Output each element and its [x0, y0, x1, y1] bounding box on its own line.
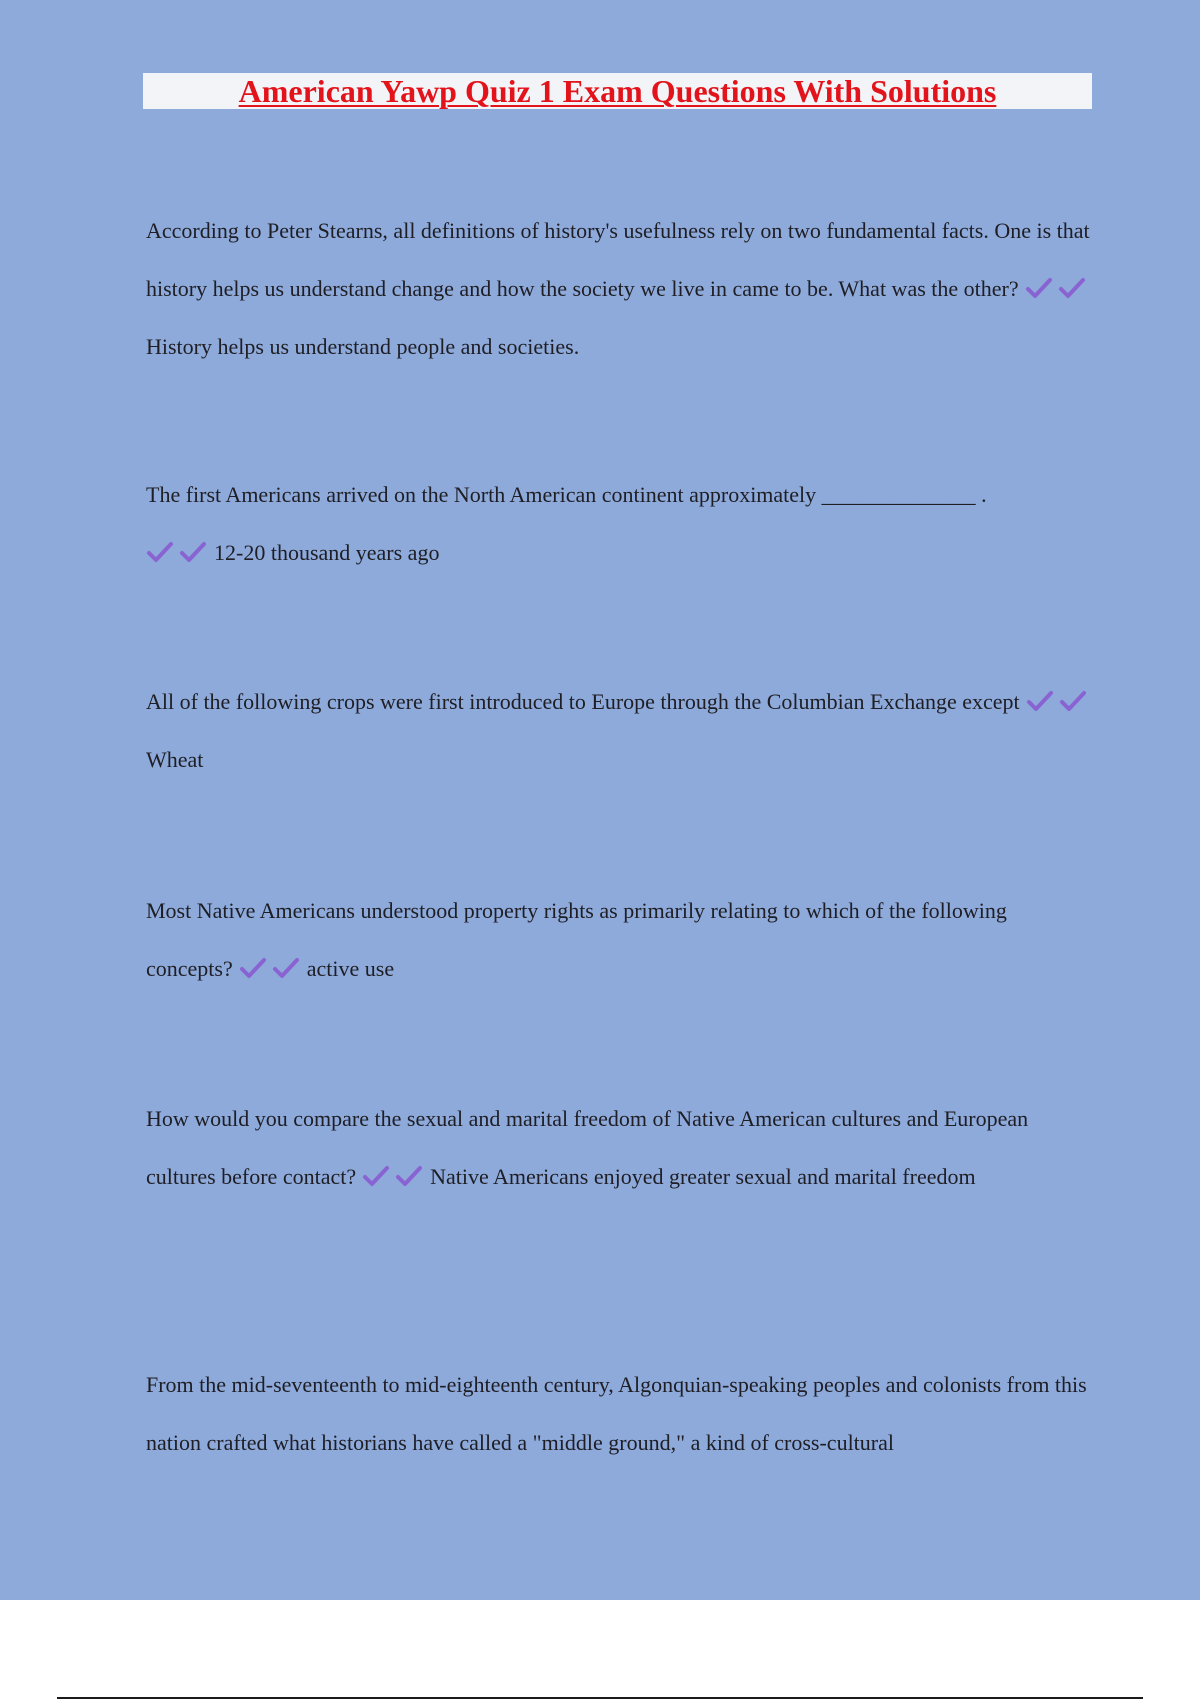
answer-text: Native Americans enjoyed greater sexual and marital freedom: [430, 1164, 976, 1189]
qa-item: [146, 673, 1096, 789]
document-title: American Yawp Quiz 1 Exam Questions With Solutions: [238, 73, 997, 109]
double-check-icon: [239, 957, 301, 979]
double-check-icon: [146, 541, 208, 563]
qa-item: [146, 1356, 1096, 1472]
question-text: How would you compare the sexual and marital freedom of Native American cultures and European cultures before contact?: [146, 1106, 1029, 1189]
question-text: All of the following crops were first introduced to Europe through the Columbian Exchange except: [146, 689, 1020, 714]
question-text: The first Americans arrived on the North American continent approximately ______________ .: [146, 482, 987, 507]
question-text: According to Peter Stearns, all definitions of history's usefulness rely on two fundamental facts. One is that history helps us understand change and how the society we live in came to be. What was the other?: [146, 218, 1090, 301]
qa-item: [146, 202, 1096, 376]
double-check-icon: [362, 1165, 424, 1187]
double-check-icon: [1025, 277, 1087, 299]
double-check-icon: [1026, 690, 1088, 712]
title-banner: [143, 73, 1092, 109]
answer-text: active use: [306, 956, 395, 981]
question-text: From the mid-seventeenth to mid-eighteenth century, Algonquian-speaking peoples and colonists from this nation crafted what historians have called a "middle ground," a kind of cross-cultural: [146, 1372, 1087, 1455]
question-text: Most Native Americans understood property rights as primarily relating to which of the following concepts?: [146, 898, 1007, 981]
answer-text: Wheat: [146, 747, 204, 772]
footer-divider: [57, 1697, 1143, 1699]
qa-item: [146, 1090, 1096, 1206]
qa-item: [146, 882, 1096, 998]
qa-item: [146, 466, 1096, 582]
answer-text: History helps us understand people and societies.: [146, 334, 580, 359]
answer-text: 12-20 thousand years ago: [214, 540, 440, 565]
